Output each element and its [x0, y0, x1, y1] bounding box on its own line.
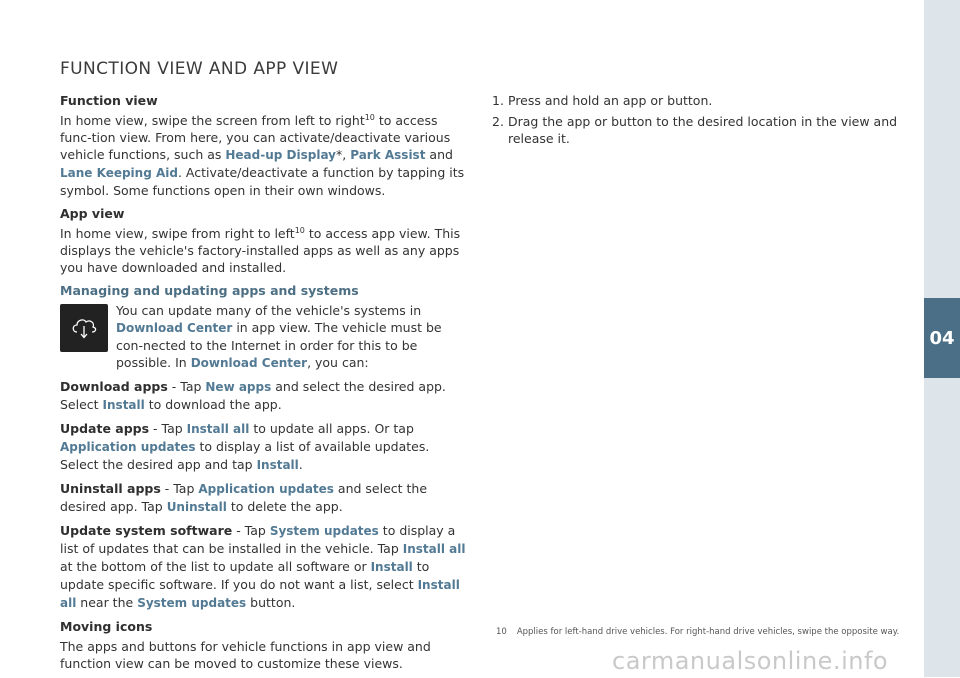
- keyword-install: Install: [256, 458, 299, 472]
- function-view-heading: Function view: [60, 93, 158, 108]
- app-view-heading: App view: [60, 206, 125, 221]
- footnote-ref: 10: [364, 112, 375, 122]
- keyword-new-apps: New apps: [205, 380, 272, 394]
- keyword-head-up-display: Head-up Display: [225, 148, 337, 162]
- keyword-lane-keeping-aid: Lane Keeping Aid: [60, 166, 178, 180]
- keyword-download-center: Download Center: [190, 356, 308, 370]
- term-update-apps: Update apps: [60, 421, 150, 436]
- term-download-apps: Download apps: [60, 379, 168, 394]
- keyword-install-all: Install all: [186, 422, 250, 436]
- chapter-tab-strip: [924, 0, 960, 298]
- keyword-download-center: Download Center: [116, 321, 233, 335]
- list-item: 2. Drag the app or button to the desired location in the view and release it.: [492, 114, 898, 146]
- list-item: 1. Press and hold an app or button.: [492, 93, 713, 108]
- watermark: carmanualsonline.info: [612, 647, 889, 675]
- keyword-application-updates: Application updates: [198, 482, 334, 496]
- keyword-install: Install: [370, 560, 413, 574]
- footnote-text: Applies for left-hand drive vehicles. For right-hand drive vehicles, swipe the opposite way.: [516, 627, 900, 637]
- page-title: FUNCTION VIEW AND APP VIEW: [60, 59, 339, 79]
- update-apps-paragraph: Update apps - Tap Install all to update all apps. Or tap Application updates to display a list of available updates. Select the desired app and tap Install.: [60, 421, 430, 472]
- uninstall-apps-paragraph: Uninstall apps - Tap Application updates and select the desired app. Tap Uninstall to delete the app.: [60, 481, 428, 514]
- right-column: [492, 92, 902, 151]
- chapter-tab[interactable]: 04: [924, 298, 960, 378]
- cloud-download-icon: [60, 304, 108, 352]
- footnote-number: 10: [496, 627, 507, 637]
- keyword-install-all: Install all: [402, 542, 466, 556]
- update-system-paragraph: Update system software - Tap System updates to display a list of updates that can be installed in the vehicle. Tap Install all at the bottom of the list to update all software or Install to update specific software. If you do not want a list, select Install all near the System updates button.: [60, 523, 466, 610]
- chapter-tab-strip: [924, 378, 960, 677]
- managing-block: [60, 302, 468, 372]
- keyword-system-updates: System updates: [137, 596, 247, 610]
- term-update-system-software: Update system software: [60, 523, 233, 538]
- download-apps-paragraph: Download apps - Tap New apps and select the desired app. Select Install to download the app.: [60, 379, 446, 412]
- term-uninstall-apps: Uninstall apps: [60, 481, 161, 496]
- keyword-install-all: Install all: [60, 578, 460, 610]
- footnote-ref: 10: [294, 225, 305, 235]
- keyword-system-updates: System updates: [269, 524, 379, 538]
- keyword-application-updates: Application updates: [60, 440, 196, 454]
- app-view-paragraph: In home view, swipe from right to left$^{10}$ to access app view. This displays the vehicle's factory-installed apps as well as any apps you have downloaded and installed.: [60, 225, 461, 275]
- moving-icons-heading: Moving icons: [60, 619, 153, 634]
- keyword-uninstall: Uninstall: [166, 500, 227, 514]
- moving-icons-paragraph: The apps and buttons for vehicle functions in app view and function view can be moved to customize these views.: [60, 639, 431, 671]
- footnote: [496, 627, 916, 637]
- managing-paragraph: You can update many of the vehicle's systems in Download Center in app view. The vehicle must be con-nected to the Internet in order for this to be possible. In Download Center, you can:: [116, 303, 442, 370]
- steps-list: [492, 92, 902, 147]
- keyword-install: Install: [102, 398, 145, 412]
- managing-heading: Managing and updating apps and systems: [60, 283, 359, 298]
- keyword-park-assist: Park Assist: [350, 148, 426, 162]
- left-column: [60, 92, 468, 678]
- function-view-paragraph: In home view, swipe the screen from left to right$^{10}$ to access func-tion view. From here, you can activate/deactivate various vehicle functions, such as Head-up Display*, Park Assist and Lane Keeping Aid. Activate/deactivate a function by tapping its symbol. Some functions open in their own windows.: [60, 112, 465, 198]
